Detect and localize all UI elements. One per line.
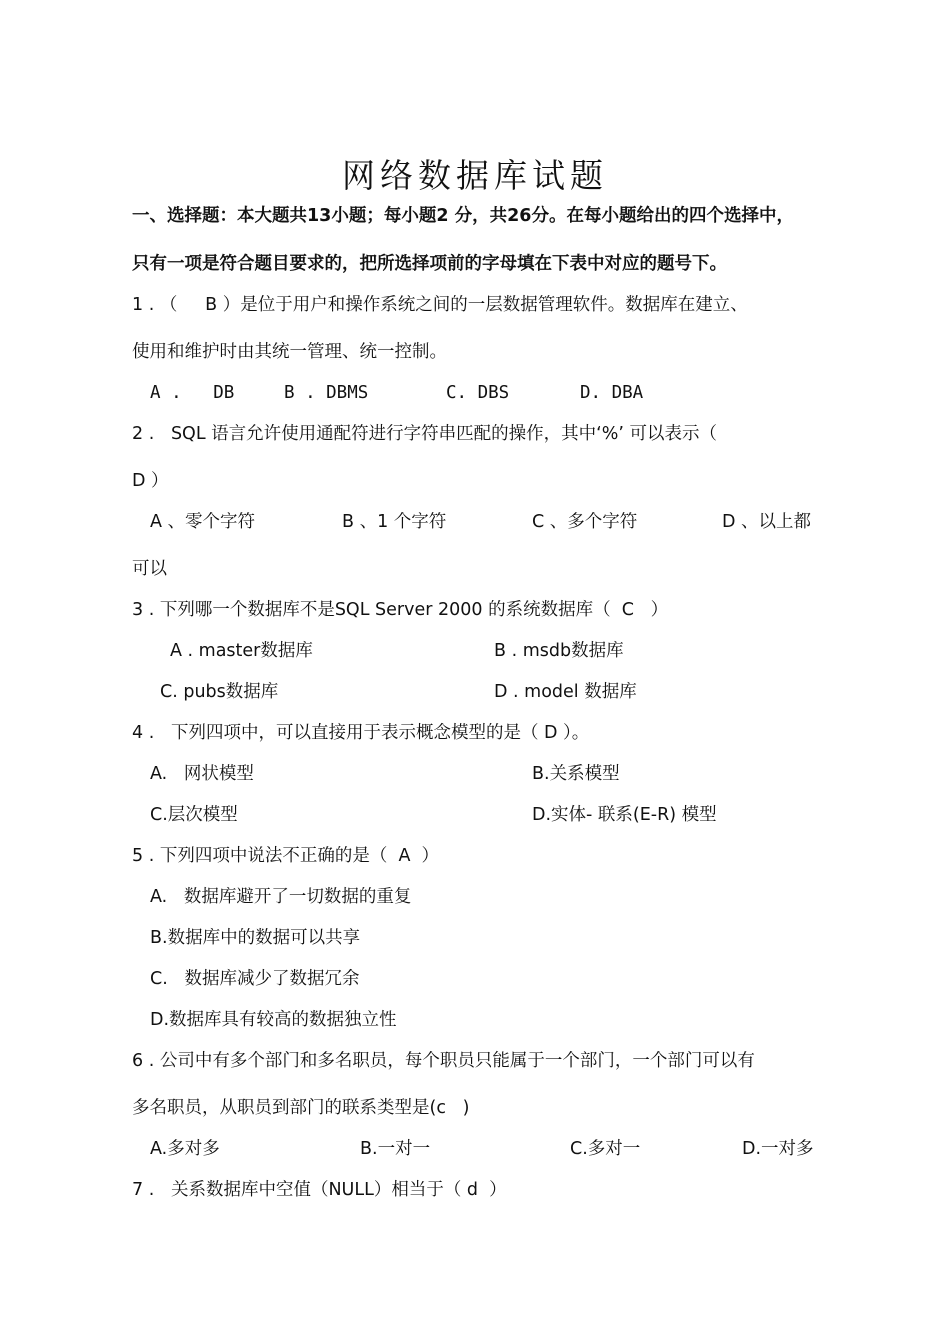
question-6-text: 6 . 公司中有多个部门和多名职员，每个职员只能属于一个部门，一个部门可以有	[132, 1051, 755, 1071]
question-4-option-b: B.关系模型	[532, 764, 620, 784]
question-5-option-c: C. 数据库减少了数据冗余	[150, 969, 360, 989]
question-2-option-a: A 、零个字符	[150, 512, 256, 532]
question-3-option-c: C. pubs数据库	[160, 682, 279, 702]
question-6-option-a: A.多对多	[150, 1139, 220, 1159]
question-4-option-c: C.层次模型	[150, 805, 238, 825]
question-6-option-d: D.一对多	[742, 1139, 814, 1159]
question-3-text: 3 . 下列哪一个数据库不是SQL Server 2000 的系统数据库（ C ）	[132, 600, 669, 620]
section-intro-line2: 只有一项是符合题目要求的，把所选择项前的字母填在下表中对应的题号下。	[132, 254, 727, 274]
section-intro-line1: 一、选择题：本大题共13小题；每小题2 分，共26分。在每小题给出的四个选择中，	[132, 206, 794, 226]
question-1-option-c: C. DBS	[446, 383, 510, 403]
question-4-text: 4 . 下列四项中，可以直接用于表示概念模型的是（ D ）。	[132, 723, 590, 743]
question-5-text: 5 . 下列四项中说法不正确的是（ A ）	[132, 846, 440, 866]
question-6-text-cont: 多名职员，从职员到部门的联系类型是(c )	[132, 1098, 470, 1118]
question-3-option-b: B . msdb数据库	[494, 641, 624, 661]
question-2-text: 2 . SQL 语言允许使用通配符进行字符串匹配的操作，其中‘%’ 可以表示（	[132, 424, 717, 444]
page-title: 网络数据库试题	[342, 156, 608, 195]
question-2-option-c: C 、多个字符	[532, 512, 638, 532]
question-1-option-d: D. DBA	[580, 383, 644, 403]
question-2-option-d: D 、以上都	[722, 512, 812, 532]
question-2-option-b: B 、1 个字符	[342, 512, 447, 532]
question-6-option-c: C.多对一	[570, 1139, 641, 1159]
question-6-option-b: B.一对一	[360, 1139, 431, 1159]
question-1-text-cont: 使用和维护时由其统一管理、统一控制。	[132, 342, 447, 362]
question-1-option-b: B . DBMS	[284, 383, 369, 403]
question-5-option-a: A. 数据库避开了一切数据的重复	[150, 887, 412, 907]
question-1-text: 1 . （ B ）是位于用户和操作系统之间的一层数据管理软件。数据库在建立、	[132, 295, 748, 315]
question-4-option-a: A. 网状模型	[150, 764, 254, 784]
question-2-text-cont: D ）	[132, 471, 169, 491]
question-3-option-d: D . model 数据库	[494, 682, 637, 702]
question-3-option-a: A . master数据库	[170, 641, 313, 661]
question-5-option-d: D.数据库具有较高的数据独立性	[150, 1010, 397, 1030]
question-1-option-a: A . DB	[150, 383, 235, 403]
question-2-option-d-wrap: 可以	[132, 559, 167, 579]
question-5-option-b: B.数据库中的数据可以共享	[150, 928, 361, 948]
question-4-option-d: D.实体- 联系(E-R) 模型	[532, 805, 717, 825]
question-7-text: 7 . 关系数据库中空值（NULL）相当于（ d ）	[132, 1180, 507, 1200]
